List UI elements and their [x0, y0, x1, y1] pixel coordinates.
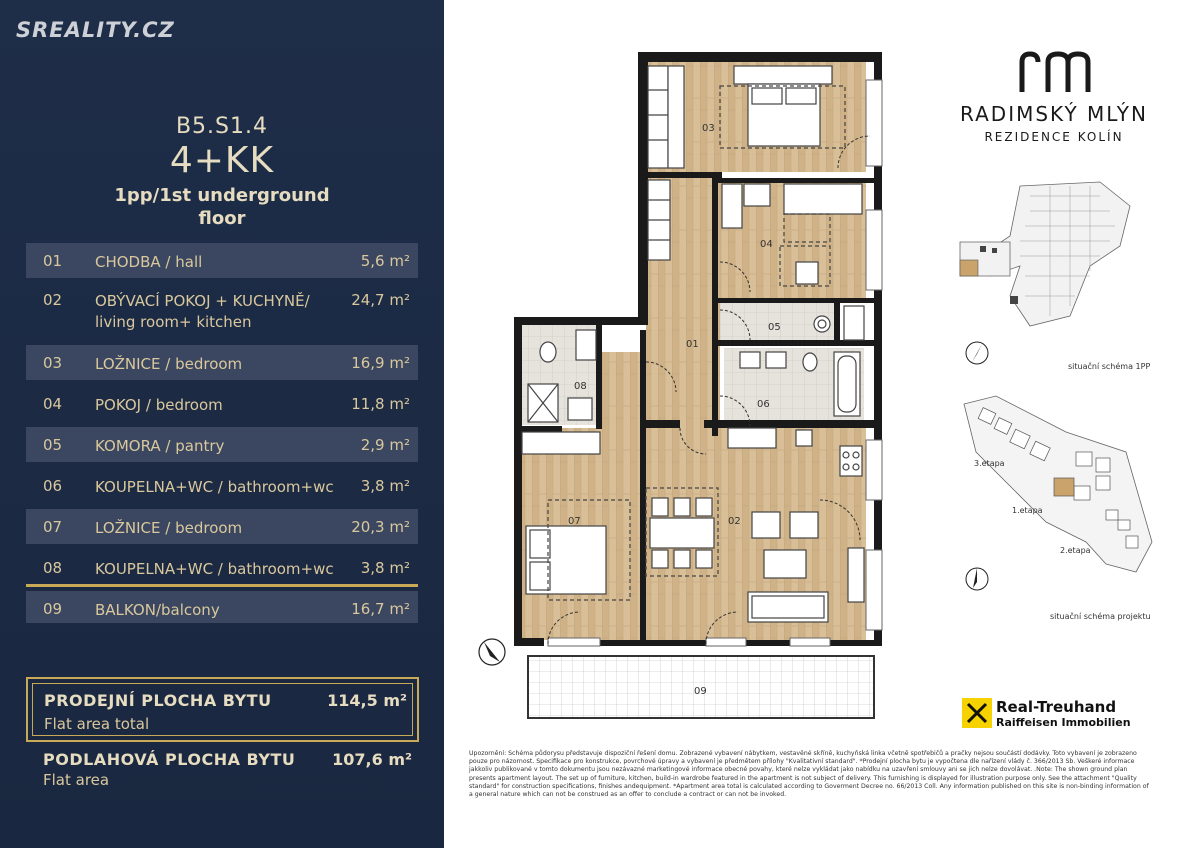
floor-plan: [444, 0, 944, 848]
floor-area-value: 107,6 m²: [332, 750, 412, 769]
floor-area-title: PODLAHOVÁ PLOCHA BYTU: [43, 750, 296, 769]
compass-icon: [964, 340, 990, 366]
plan-label-01: 01: [686, 339, 699, 350]
room-name: KOUPELNA+WC / bathroom+wc: [95, 560, 334, 578]
room-number: 04: [43, 395, 63, 413]
unit-floor: 1pp/1st underground floor: [114, 185, 330, 229]
compass-icon: [479, 639, 505, 665]
caption-site-project: situační schéma projektu: [1050, 612, 1151, 621]
room-number: 03: [43, 354, 63, 372]
room-area: 20,3 m²: [351, 518, 410, 536]
room-number: 08: [43, 559, 63, 577]
room-area: 16,9 m²: [351, 354, 410, 372]
room-area: 24,7 m²: [351, 291, 410, 309]
room-name: POKOJ / bedroom: [95, 396, 223, 414]
plan-label-03: 03: [702, 123, 715, 134]
room-area: 5,6 m²: [360, 252, 410, 270]
room-area: 3,8 m²: [360, 559, 410, 577]
sreality-watermark: SREALITY.CZ: [16, 18, 175, 42]
room-name: KOMORA / pantry: [95, 437, 225, 455]
room-number: 02: [43, 291, 63, 309]
info-panel: [0, 0, 444, 848]
room-number: 09: [43, 600, 63, 618]
site-plan-project: [956, 392, 1156, 576]
room-number: 06: [43, 477, 63, 495]
caption-etapa-2: 2.etapa: [1060, 546, 1091, 555]
floor-area-subtitle: Flat area: [43, 771, 110, 789]
room-number: 01: [43, 252, 63, 270]
legal-disclaimer: Upozornění: Schéma půdorysu představuje dispoziční řešení domu. Zobrazené vybavení nábytkem, vestavěné skříně, kuchyňská linka včetně spotřebičů a pračky nejsou součástí dodávky. Toto vybavení je zobrazeno pouze pro názornost. Specifikace pro konstrukce, povrchové úpravy a vybavení je předmětem přílohy "Kvalitativní standard". *Prodejní plocha bytu je vypočtena dle nařízení vlády č. 366/2013 Sb. Veškeré informace jakkoliv publikované v tomto dokumentu jsou nezávazné marketingové informace obecné povahy, které nelze vykládat jako nabídku na uzavření smlouvy ani se jich nelze dovolávat. .Note: The shown ground plan presents apartment layout. The set up of furniture, kitchen, build-in wardrobe featured in the apartment is not subject of delivery. This furnishing is displayed for illustration purpose only. See the attachment "Quality standard" for construction specifications, finishes andequipment. *Apartment area total is calculated according to Goverment Decree no. 66/2013 Coll. Any information published on this site is non-binding information of a general nature which can not be construed as an offer to conclude a contract or can not be invoked.: [469, 750, 1149, 799]
plan-label-04: 04: [760, 239, 773, 250]
room-area: 3,8 m²: [360, 477, 410, 495]
room-name: KOUPELNA+WC / bathroom+wc: [95, 478, 334, 496]
sale-area-box: [26, 677, 419, 742]
plan-label-07: 07: [568, 516, 581, 527]
room-name: LOŽNICE / bedroom: [95, 355, 243, 373]
brand-name: RADIMSKÝ MLÝN: [960, 102, 1148, 126]
sale-area-title: PRODEJNÍ PLOCHA BYTU: [44, 691, 272, 710]
plan-label-09: 09: [694, 686, 707, 697]
caption-etapa-1: 1.etapa: [1012, 506, 1043, 515]
room-name: CHODBA / hall: [95, 253, 203, 271]
site-plan-1pp: [950, 176, 1160, 336]
room-row-05: [26, 427, 418, 462]
compass-icon: [964, 566, 990, 592]
room-name: OBÝVACÍ POKOJ + KUCHYNĚ/ living room+ kitchen: [95, 292, 310, 331]
plan-label-05: 05: [768, 322, 781, 333]
room-area: 16,7 m²: [351, 600, 410, 618]
room-row-01: [26, 243, 418, 278]
agent-subtitle: Raiffeisen Immobilien: [996, 716, 1131, 729]
room-name: BALKON/balcony: [95, 601, 220, 619]
divider-line: [26, 584, 418, 587]
room-area: 11,8 m²: [351, 395, 410, 413]
caption-site-1pp: situační schéma 1PP: [1068, 362, 1151, 371]
plan-label-08: 08: [574, 381, 587, 392]
room-row-03: [26, 345, 418, 380]
sale-area-value: 114,5 m²: [327, 691, 407, 710]
room-number: 05: [43, 436, 63, 454]
room-row-08: [26, 550, 418, 584]
room-name: LOŽNICE / bedroom: [95, 519, 243, 537]
sale-area-subtitle: Flat area total: [44, 715, 150, 733]
room-row-07: [26, 509, 418, 544]
plan-label-06: 06: [757, 399, 770, 410]
room-number: 07: [43, 518, 63, 536]
raiffeisen-logo-icon: [962, 698, 992, 728]
caption-etapa-3: 3.etapa: [974, 459, 1005, 468]
room-area: 2,9 m²: [360, 436, 410, 454]
room-row-04: [26, 386, 418, 421]
room-row-06: [26, 468, 418, 503]
radimsky-mlyn-logo-icon: [1018, 50, 1092, 94]
unit-type: 4+KK: [169, 140, 275, 181]
room-row-02: [26, 282, 418, 340]
unit-code: B5.S1.4: [175, 114, 269, 139]
plan-label-02: 02: [728, 516, 741, 527]
brand-subtitle: REZIDENCE KOLÍN: [984, 130, 1124, 144]
agent-name: Real-Treuhand: [996, 698, 1117, 716]
room-row-09: [26, 591, 418, 623]
